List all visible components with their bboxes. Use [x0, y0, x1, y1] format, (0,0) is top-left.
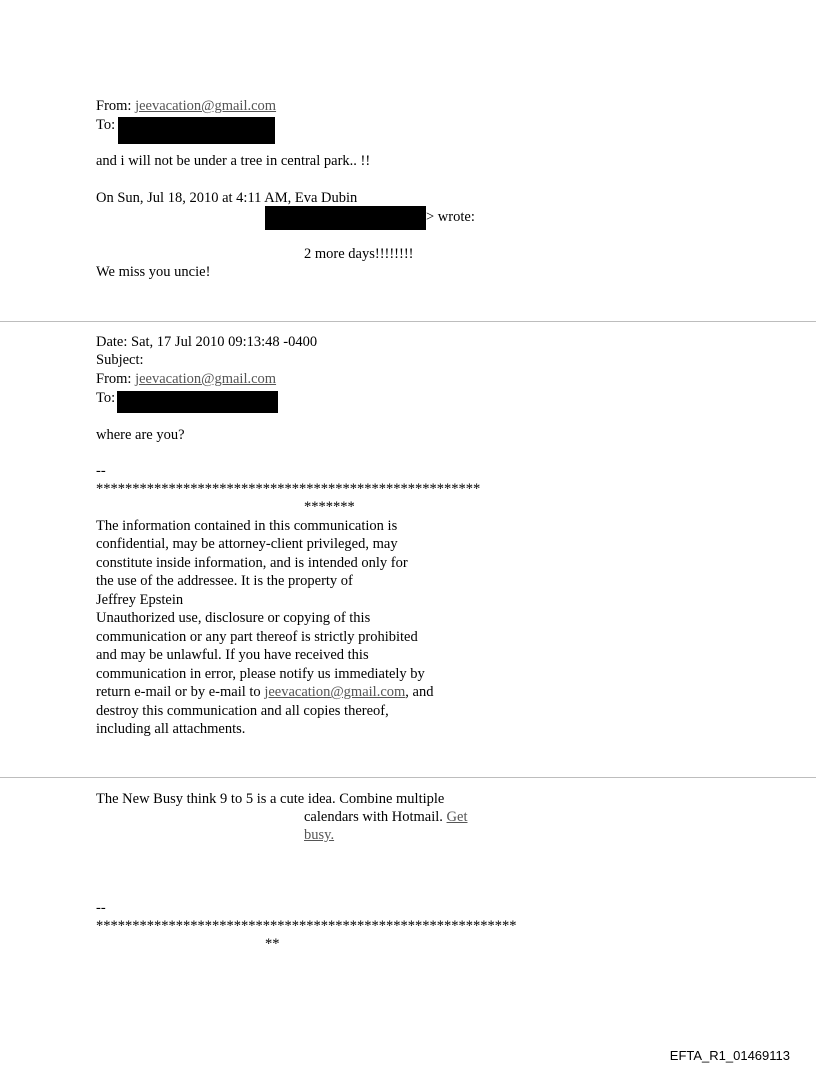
email2-body: where are you?: [96, 427, 185, 443]
separator-line: [0, 321, 816, 322]
footer-stars-short: **: [265, 936, 280, 952]
disclaimer-line: The information contained in this communication is: [96, 518, 398, 534]
signature-stars: *****************************************************: [96, 481, 481, 497]
disclaimer-line: Unauthorized use, disclosure or copying of this: [96, 610, 371, 626]
quote-header: On Sun, Jul 18, 2010 at 4:11 AM, Eva Dubin: [96, 190, 358, 206]
disclaimer-return-post: , and: [405, 684, 434, 700]
quote-wrote: > wrote:: [426, 209, 475, 225]
footer-dash: --: [96, 900, 106, 916]
from-email-link[interactable]: jeevacation@gmail.com: [135, 98, 277, 114]
disclaimer-line: communication or any part thereof is strictly prohibited: [96, 629, 418, 645]
email1-from-line: [96, 97, 276, 115]
get-busy-link-cont[interactable]: busy.: [304, 827, 335, 843]
ad-text: calendars with Hotmail.: [304, 809, 447, 825]
get-busy-link[interactable]: Get: [446, 809, 468, 825]
redaction-box: [117, 391, 278, 413]
email2-from-line: [96, 370, 276, 388]
disclaimer-email-link[interactable]: jeevacation@gmail.com: [264, 684, 406, 700]
email2-subject: Subject:: [96, 352, 144, 368]
disclaimer-line: including all attachments.: [96, 721, 246, 737]
ad-line3: [304, 826, 334, 844]
to-label: To:: [96, 390, 116, 406]
email2-date: Date: Sat, 17 Jul 2010 09:13:48 -0400: [96, 334, 318, 350]
separator-line: [0, 777, 816, 778]
from-label: From:: [96, 371, 136, 387]
disclaimer-line: and may be unlawful. If you have received this: [96, 647, 369, 663]
signature-dash: --: [96, 463, 106, 479]
email1-body: and i will not be under a tree in central park.. !!: [96, 153, 371, 169]
redaction-box: [265, 206, 426, 230]
signature-stars-short: *******: [304, 499, 355, 515]
from-label: From:: [96, 98, 136, 114]
disclaimer-line: confidential, may be attorney-client privileged, may: [96, 536, 398, 552]
disclaimer-line: destroy this communication and all copies thereof,: [96, 703, 389, 719]
disclaimer-line: Jeffrey Epstein: [96, 592, 184, 608]
email1-to-line: [96, 116, 115, 134]
disclaimer-line: constitute inside information, and is intended only for: [96, 555, 408, 571]
ad-line1: The New Busy think 9 to 5 is a cute idea. Combine multiple: [96, 791, 445, 807]
email2-to-line: [96, 389, 115, 407]
disclaimer-return-pre: return e-mail or by e-mail to: [96, 684, 265, 700]
from-email-link[interactable]: jeevacation@gmail.com: [135, 371, 277, 387]
disclaimer-line: communication in error, please notify us immediately by: [96, 666, 425, 682]
quote-line2: We miss you uncie!: [96, 264, 211, 280]
to-label: To:: [96, 117, 116, 133]
document-id: EFTA_R1_01469113: [669, 1048, 790, 1063]
ad-line2: [304, 808, 467, 826]
footer-stars: **********************************************************: [96, 918, 517, 934]
quote-body: 2 more days!!!!!!!!: [304, 246, 414, 262]
disclaimer-return-line: [96, 683, 433, 701]
redaction-box: [118, 117, 275, 144]
disclaimer-line: the use of the addressee. It is the property of: [96, 573, 353, 589]
